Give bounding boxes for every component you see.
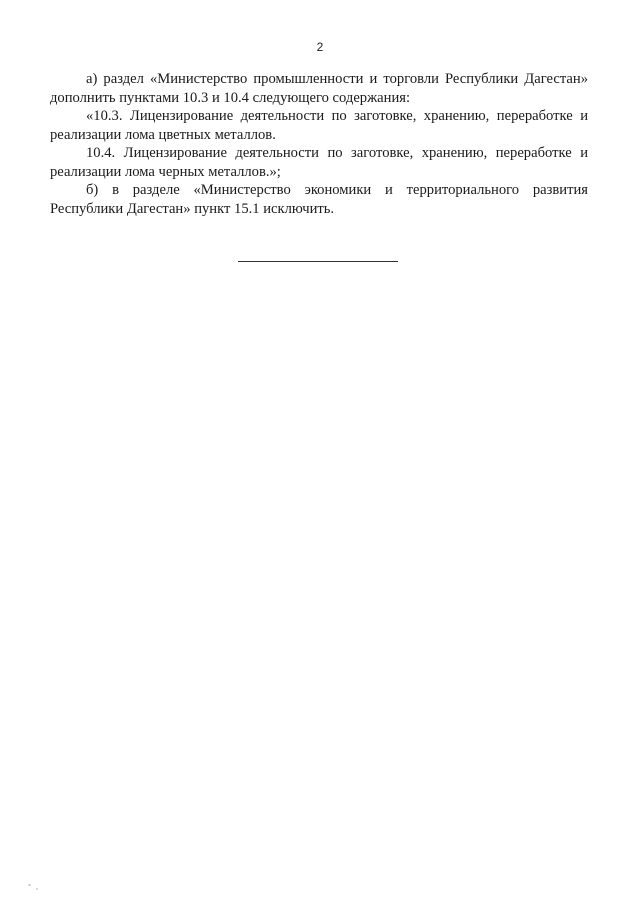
paragraph-line: 10.4. Лицензирование деятельности по заготовке, хранению, переработке	[86, 145, 572, 161]
page-number: 2	[316, 40, 324, 54]
paragraph-line: «10.3. Лицензирование деятельности по заготовке, хранению, переработке	[86, 108, 573, 124]
scan-speck	[28, 884, 31, 886]
paragraph-10-4	[50, 144, 588, 181]
end-divider-line	[238, 261, 398, 262]
document-body	[50, 70, 588, 218]
scan-speck	[36, 888, 38, 890]
paragraph-line: б) в разделе «Министерство экономики и территориального развития	[86, 182, 588, 198]
paragraph-b	[50, 181, 588, 218]
paragraph-line: дополнить пунктами 10.3 и 10.4 следующего содержания:	[50, 89, 411, 106]
paragraph-line: и реализации лома черных металлов.»;	[50, 145, 588, 180]
paragraph-10-3	[50, 107, 588, 144]
paragraph-a	[50, 70, 588, 107]
paragraph-line: Республики Дагестан» пункт 15.1 исключить.	[50, 200, 335, 217]
paragraph-line: а) раздел «Министерство промышленности и торговли Республики Дагестан»	[86, 71, 588, 87]
paragraph-line: и реализации лома цветных металлов.	[50, 108, 588, 143]
